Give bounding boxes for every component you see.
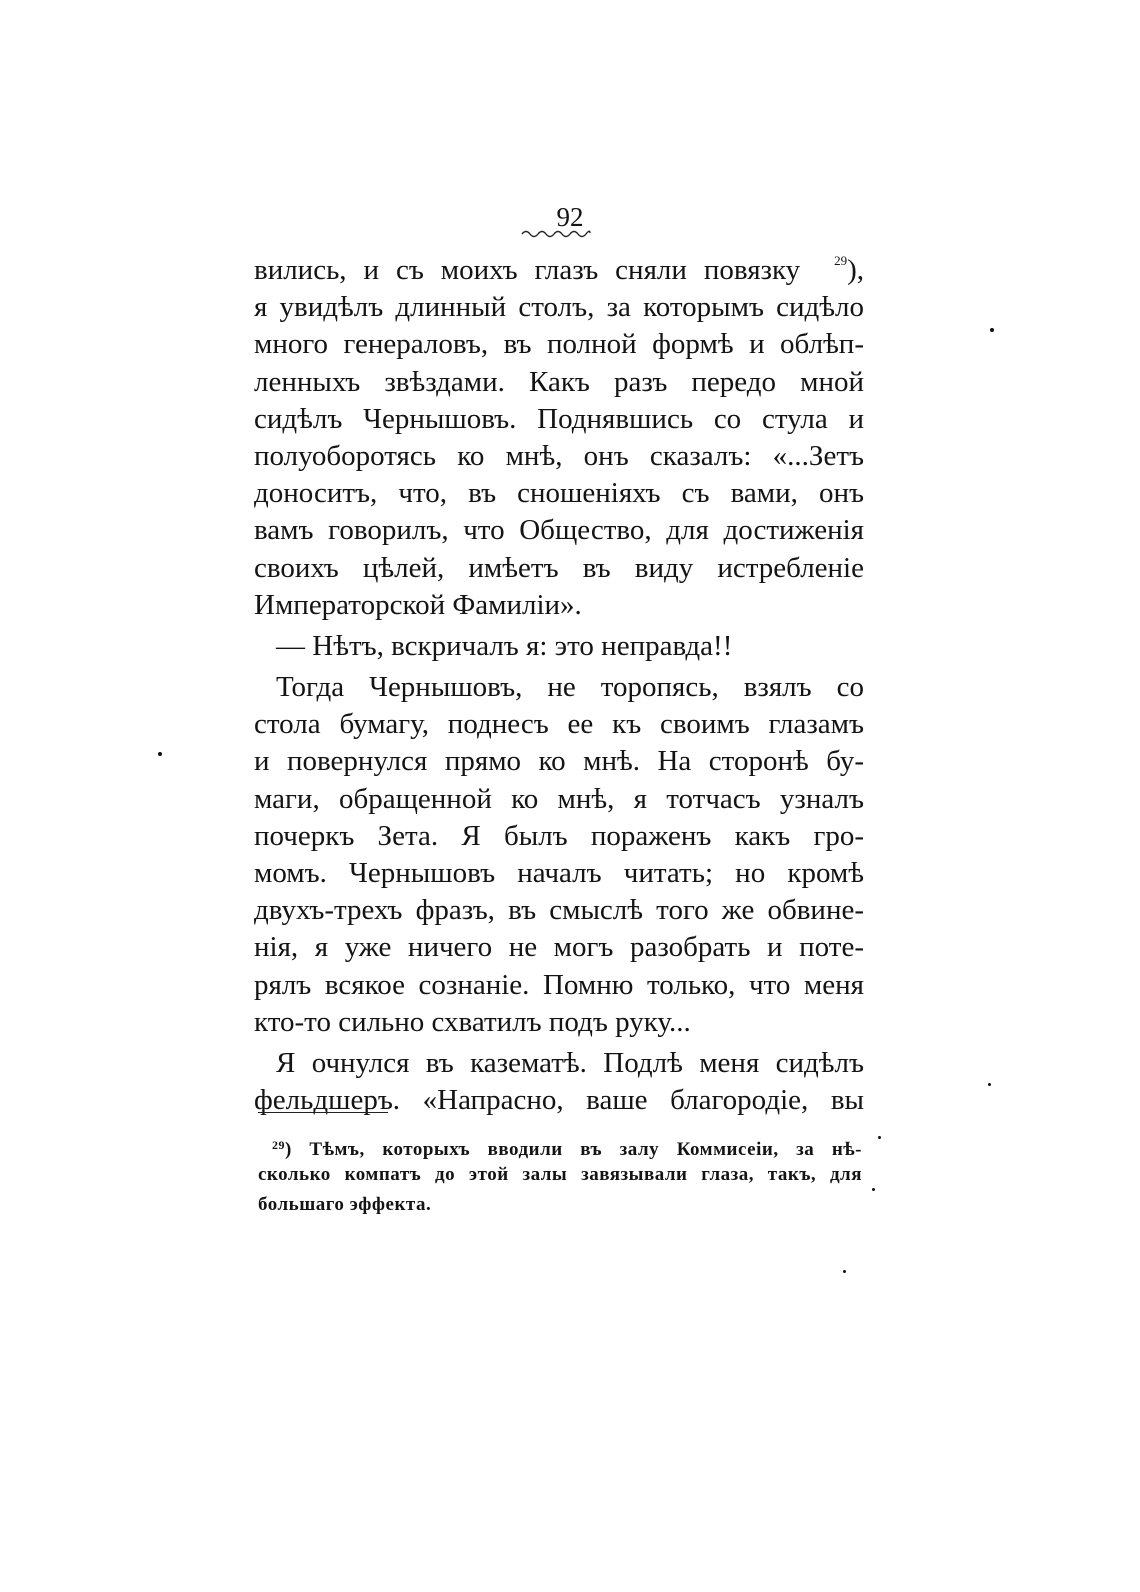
text-line: сидѣлъ Чернышовъ. Поднявшись со стула и	[254, 402, 864, 435]
scan-speck	[872, 1188, 875, 1191]
footnote-line: большаго эффекта.	[258, 1194, 432, 1215]
text-line: и повернулся прямо ко мнѣ. На сторонѣ бу-	[254, 745, 864, 778]
footnote-mark: 29	[272, 1138, 285, 1152]
page-number: 92	[556, 202, 584, 232]
text-line: момъ. Чернышовъ началъ читать; но кромѣ	[254, 857, 864, 889]
footnote	[258, 1130, 862, 1220]
text-line: своихъ цѣлей, имѣетъ въ виду истребленіе	[254, 551, 864, 584]
footnote-mark-paren: )	[285, 1139, 292, 1160]
scan-speck	[843, 1270, 846, 1273]
footnote-reference-paren: )	[847, 254, 857, 286]
text-line: Я очнулся въ казематѣ. Подлѣ меня сидѣлъ	[276, 1046, 864, 1079]
text-line: Императорской Фамиліи».	[254, 588, 582, 621]
text-line: вамъ говорилъ, что Общество, для достиженія	[254, 514, 864, 547]
text-line: доноситъ, что, въ сношеніяхъ съ вами, онъ	[254, 477, 864, 510]
text-line: ленныхъ звѣздами. Какъ разъ передо мной	[254, 365, 864, 398]
text-line: фельдшеръ. «Напрасно, ваше благородіе, вы	[254, 1084, 864, 1117]
text-line: — Нѣтъ, вскричалъ я: это неправда!!	[276, 629, 733, 662]
footnote-reference: 29	[834, 253, 848, 268]
scan-speck	[990, 328, 994, 332]
punctuation: ,	[856, 254, 864, 286]
text-line: рялъ всякое сознаніе. Помню только, что меня	[254, 968, 864, 1001]
text-line: нія, я уже ничего не могъ разобрать и поте-	[254, 931, 864, 964]
text-line: почеркъ Зета. Я былъ пораженъ какъ гро-	[254, 819, 864, 852]
text-line: маги, обращенной ко мнѣ, я тотчасъ узналъ	[254, 782, 864, 815]
body-text	[254, 252, 864, 1119]
wavy-rule-ornament	[520, 228, 592, 238]
text-line: много генераловъ, въ полной формѣ и облѣп-	[254, 328, 864, 361]
footnote-line: сколько компатъ до этой залы завязывали глаза, такъ, для	[258, 1164, 862, 1185]
scan-speck	[158, 752, 162, 756]
text-line: я увидѣлъ длинный столъ, за которымъ сидѣло	[254, 291, 864, 324]
text-line	[254, 252, 864, 289]
text-line: кто-то сильно схватилъ подъ руку...	[254, 1005, 691, 1038]
footnote-line-content: Тѣмъ, которыхъ вводили въ залу Коммисеіи, за нѣ-	[309, 1139, 863, 1160]
footnote-divider	[258, 1112, 388, 1113]
text-line: двухъ-трехъ фразъ, въ смыслѣ того же обвине-	[254, 894, 864, 927]
footnote-line	[258, 1130, 862, 1160]
text-line: полуоборотясь ко мнѣ, онъ сказалъ: «...Зетъ	[254, 439, 864, 472]
text-line: Тогда Чернышовъ, не торопясь, взялъ со	[276, 671, 864, 704]
text-line-content: вились, и съ моихъ глазъ сняли повязку	[254, 254, 801, 286]
text-line: стола бумагу, поднесъ ее къ своимъ глазамъ	[254, 708, 864, 741]
scan-speck	[988, 1083, 991, 1086]
scan-speck	[878, 1136, 881, 1139]
